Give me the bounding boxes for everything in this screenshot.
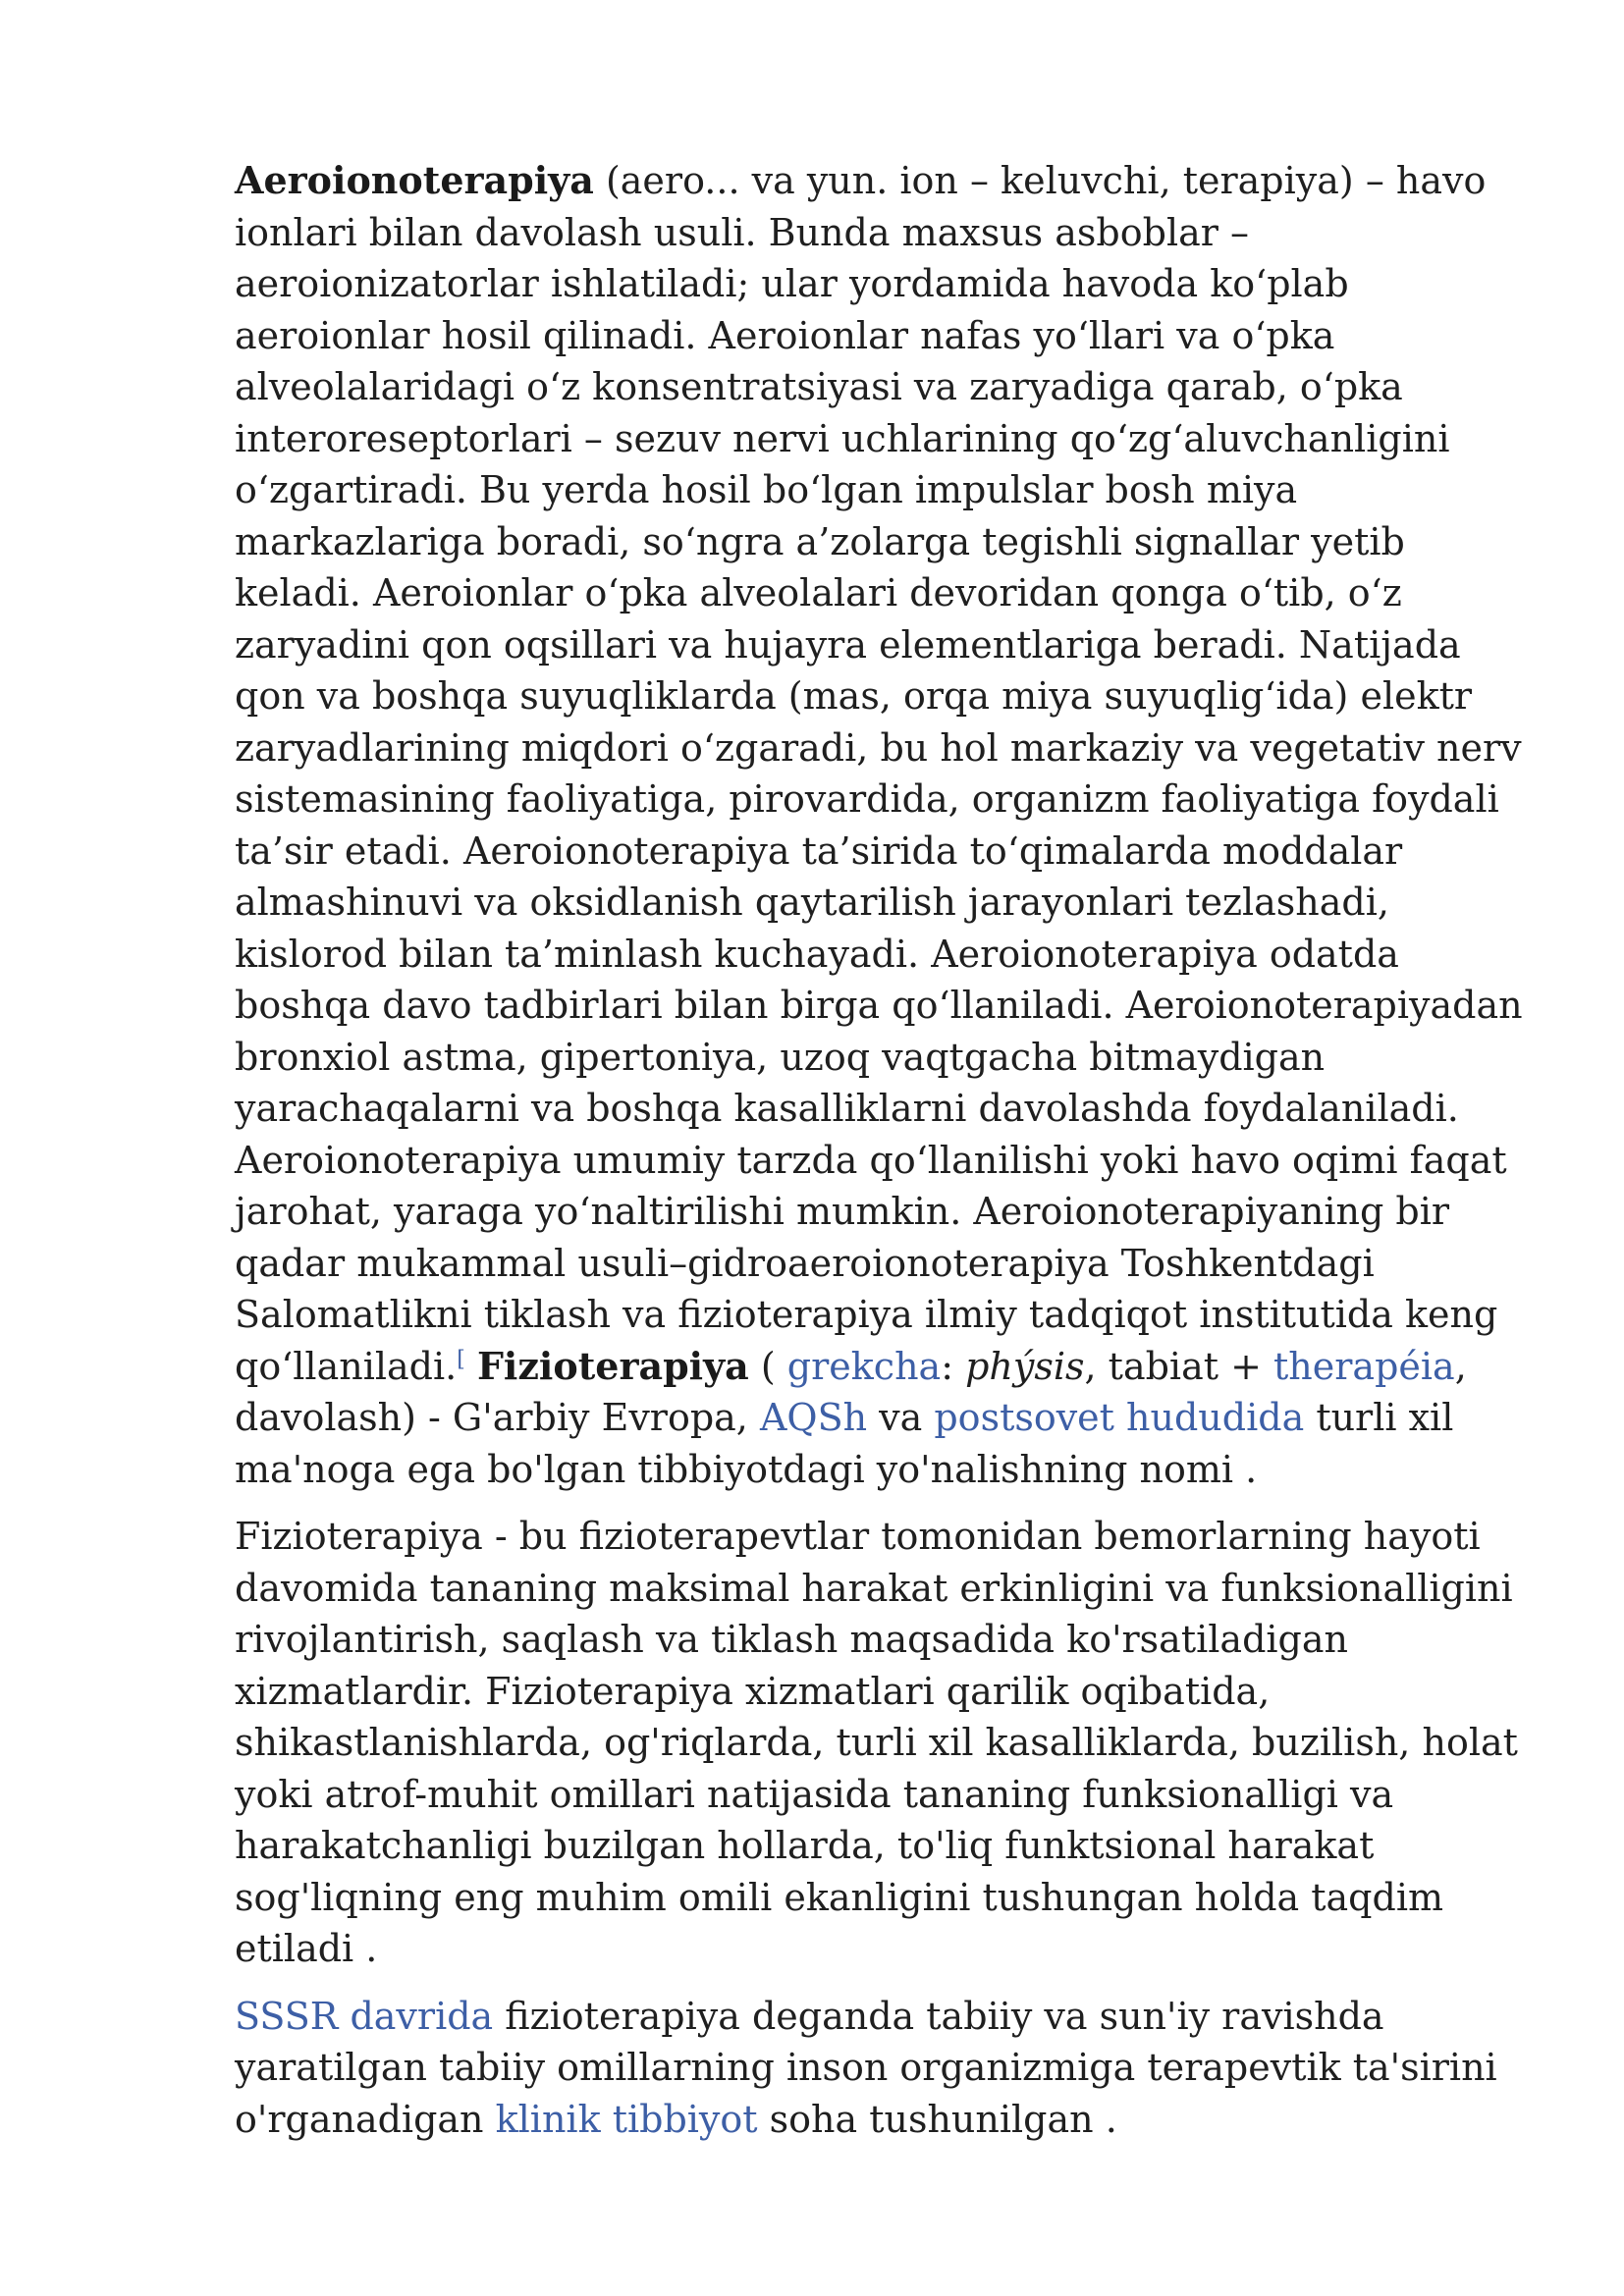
link-therapeia[interactable]: therapéia [1273, 1344, 1455, 1388]
text-fragment: fizioterapiya deganda tabiiy va sun'iy ravishda yaratilgan tabiiy omillarning inson organizmiga terapevtik ta'sirini o'rganadigan [235, 1994, 1497, 2141]
text-fragment: turli xil ma'noga ega bo'lgan tibbiyotdagi yo'nalishning nomi . [235, 1396, 1454, 1491]
text-fragment: , tabiat + [1084, 1344, 1274, 1388]
text-fragment: va [867, 1396, 935, 1439]
word-physis: phýsis [965, 1344, 1085, 1388]
paragraph-fizioterapiya-definition: Fizioterapiya - bu fizioterapevtlar tomonidan bemorlarning hayoti davomida tananing maksimal harakat erkinligini va funksionalligini rivojlantirish, saqlash va tiklash maqsadida ko'rsatiladigan xizmatlardir. Fizioterapiya xizmatlari qarilik oqibatida, shikastlanishlarda, og'riqlarda, turli xil kasalliklarda, buzilish, holat yoki atrof-muhit omillari natijasida tananing funksionalligi va harakatchanligi buzilgan hollarda, to'liq funktsional harakat sog'liqning eng muhim omili ekanligini tushungan holda taqdim etiladi . [235, 1515, 1518, 1970]
reference-mark[interactable]: [ [457, 1346, 465, 1371]
term-fizioterapiya: Fizioterapiya [476, 1343, 749, 1388]
paragraph-sssr [235, 1991, 1541, 2146]
term-aeroionoterapiya: Aeroionoterapiya [235, 158, 594, 202]
link-grekcha[interactable]: grekcha [786, 1344, 942, 1388]
link-postsovet-hududida[interactable]: postsovet hududida [934, 1396, 1305, 1439]
document-page [235, 155, 1541, 2145]
link-klinik-tibbiyot[interactable]: klinik tibbiyot [495, 2097, 758, 2141]
text-fragment: soha tushunilgan . [757, 2097, 1117, 2141]
text-fragment: : [941, 1344, 966, 1388]
paragraph-body: (aero... va yun. ion – keluvchi, terapiya) – havo ionlari bilan davolash usuli. Bunda maxsus asboblar – aeroionizatorlar ishlatiladi; ular yordamida havoda koʻplab aeroionlar hosil qilinadi. Aeroionlar nafas yoʻllari va oʻpka alveolalaridagi oʻz konsentratsiyasi va zaryadiga qarab, oʻpka interoreseptorlari – sezuv nervi uchlarining qoʻzgʻaluvchanligini oʻzgartiradi. Bu yerda hosil boʻlgan impulslar bosh miya markazlariga boradi, soʻngra a’zolarga tegishli signallar yetib keladi. Aeroionlar oʻpka alveolalari devoridan qonga oʻtib, oʻz zaryadini qon oqsillari va hujayra elementlariga beradi. Natijada qon va boshqa suyuqliklarda (mas, orqa miya suyuqligʻida) elektr zaryadlarining miqdori oʻzgaradi, bu hol markaziy va vegetativ nerv sistemasining faoliyatiga, pirovardida, organizm faoliyatiga foydali ta’sir etadi. Aeroionoterapiya ta’sirida toʻqimalarda moddalar almashinuvi va oksidlanish qaytarilish jarayonlari tezlashadi, kislorod bilan ta’minlash kuchayadi. Aeroionoterapiya odatda boshqa davo tadbirlari bilan birga qoʻllaniladi. Aeroionoterapiyadan bronxiol astma, gipertoniya, uzoq vaqtgacha bitmaydigan yarachaqalarni va boshqa kasalliklarni davolashda foydalaniladi. Aeroionoterapiya umumiy tarzda qoʻllanilishi yoki havo oqimi faqat jarohat, yaraga yoʻnaltirilishi mumkin. Aeroionoterapiyaning bir qadar mukammal usuli–gidroaeroionoterapiya Toshkentdagi Salomatlikni tiklash va fizioterapiya ilmiy tadqiqot institutida keng qoʻllaniladi. [235, 159, 1523, 1388]
text-fragment: , davolash) - G'arbiy Evropa, [235, 1344, 1467, 1439]
link-aqsh[interactable]: AQSh [759, 1396, 868, 1439]
text-fragment: ( [748, 1344, 787, 1388]
paragraph-aeroionoterapiya [235, 155, 1541, 1495]
link-sssr-davrida[interactable]: SSSR davrida [235, 1994, 494, 2038]
